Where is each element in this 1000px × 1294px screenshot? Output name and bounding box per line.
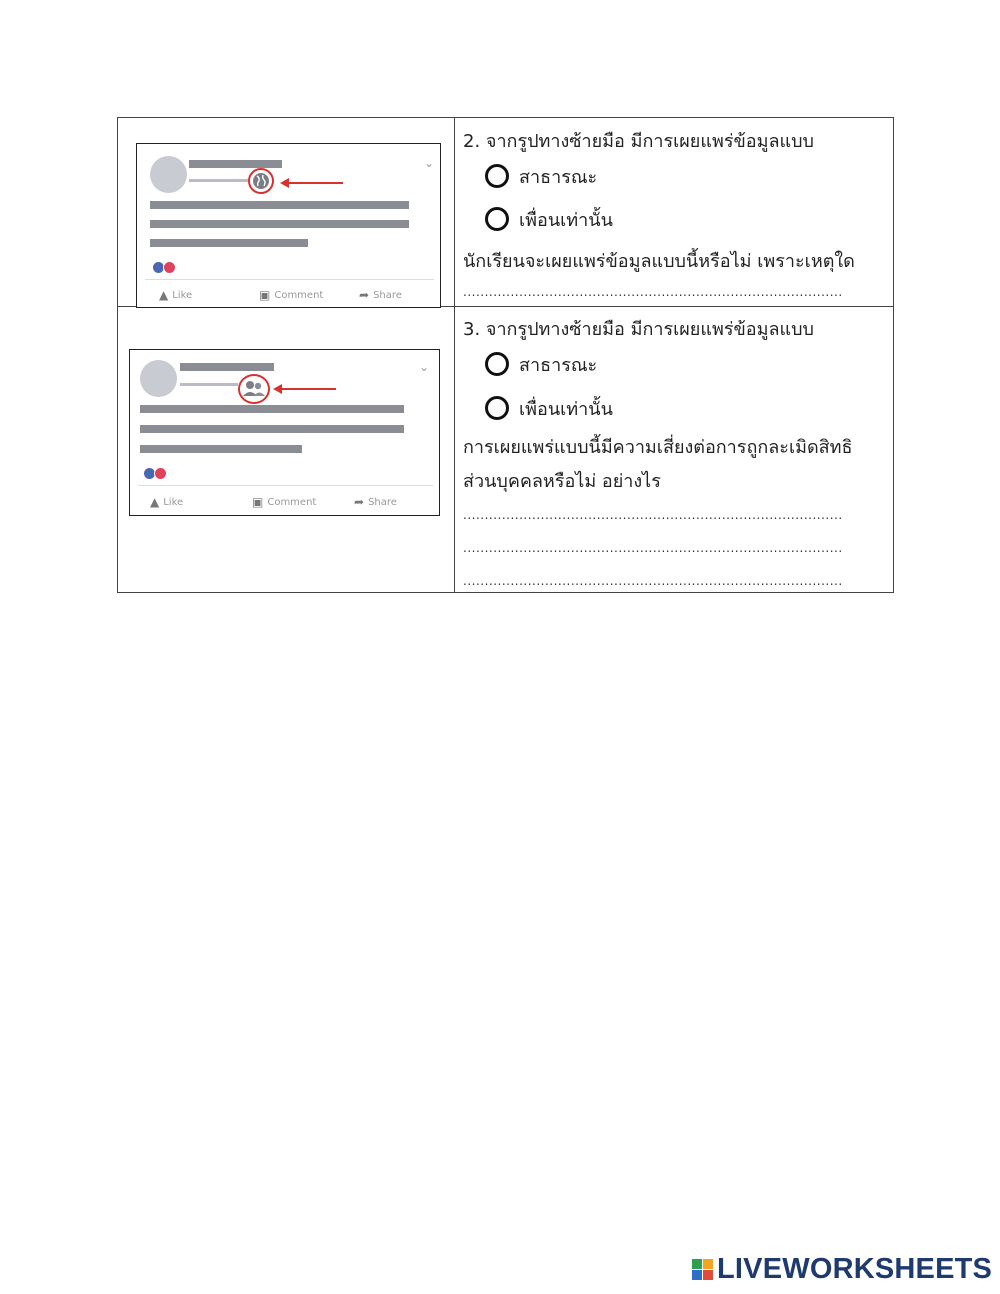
text-placeholder <box>140 445 302 453</box>
chevron-down-icon: ⌄ <box>424 156 435 170</box>
share-label: Share <box>373 289 402 301</box>
comment-action[interactable] <box>259 288 323 302</box>
question-3-title: 3. จากรูปทางซ้ายมือ มีการเผยแพร่ข้อมูลแบบ <box>463 319 814 340</box>
arrow-line <box>280 388 336 390</box>
facebook-post-mock <box>129 349 440 516</box>
option-label: เพื่อนเท่านั้น <box>519 209 613 231</box>
share-icon: ➦ <box>359 288 370 302</box>
question-2-prompt: นักเรียนจะเผยแพร่ข้อมูลแบบนี้หรือไม่ เพราะเหตุใด <box>463 251 855 272</box>
share-action[interactable] <box>354 495 397 509</box>
answer-line[interactable]: ........................................................................................ <box>463 285 843 299</box>
answer-line[interactable]: ........................................................................................ <box>463 508 843 522</box>
comment-icon: ▣ <box>259 288 271 302</box>
share-icon: ➦ <box>354 495 365 509</box>
text-placeholder <box>150 220 409 228</box>
friends-icon <box>240 376 268 402</box>
reactions <box>152 261 176 274</box>
question-2-title: 2. จากรูปทางซ้ายมือ มีการเผยแพร่ข้อมูลแบบ <box>463 131 814 152</box>
comment-action[interactable] <box>252 495 316 509</box>
privacy-icon-highlight <box>238 374 270 404</box>
radio-circle[interactable] <box>485 352 509 376</box>
option-label: เพื่อนเท่านั้น <box>519 398 613 420</box>
question-3-text-cell <box>455 306 893 592</box>
radio-circle[interactable] <box>485 396 509 420</box>
name-placeholder <box>180 363 274 371</box>
option-public[interactable] <box>485 350 597 378</box>
thumbs-up-icon: ▲ <box>150 495 160 509</box>
question-row-3 <box>118 306 893 592</box>
name-placeholder <box>189 160 282 168</box>
like-label: Like <box>163 496 184 508</box>
worksheet-table <box>117 117 894 593</box>
question-2-image-cell <box>118 118 455 306</box>
privacy-icon-highlight <box>248 168 274 194</box>
option-friends-only[interactable] <box>485 394 613 422</box>
like-label: Like <box>172 289 193 301</box>
question-3-prompt-line-2: ส่วนบุคคลหรือไม่ อย่างไร <box>463 471 661 492</box>
share-action[interactable] <box>359 288 402 302</box>
option-label: สาธารณะ <box>519 354 598 376</box>
answer-line[interactable]: ........................................................................................ <box>463 541 843 555</box>
liveworksheets-logo <box>692 1253 992 1286</box>
text-placeholder <box>150 201 409 209</box>
reactions <box>143 467 167 480</box>
option-public[interactable] <box>485 162 597 190</box>
comment-icon: ▣ <box>252 495 264 509</box>
like-action[interactable] <box>150 495 183 509</box>
avatar <box>140 360 177 397</box>
divider <box>145 279 434 280</box>
question-3-image-cell <box>118 306 455 592</box>
text-placeholder <box>140 425 404 433</box>
thumbs-up-icon: ▲ <box>159 288 169 302</box>
facebook-post-mock <box>136 143 441 308</box>
text-placeholder <box>140 405 404 413</box>
arrow-line <box>287 182 343 184</box>
logo-text: LIVEWORKSHEETS <box>717 1253 993 1285</box>
radio-circle[interactable] <box>485 164 509 188</box>
answer-line[interactable]: ........................................................................................ <box>463 574 843 588</box>
love-reaction-icon <box>154 467 167 480</box>
comment-label: Comment <box>274 289 324 301</box>
option-friends-only[interactable] <box>485 205 613 233</box>
question-row-2 <box>118 118 893 307</box>
question-2-text-cell <box>455 118 893 306</box>
chevron-down-icon: ⌄ <box>419 360 430 374</box>
date-placeholder <box>189 179 249 182</box>
question-3-prompt-line-1: การเผยแพร่แบบนี้มีความเสี่ยงต่อการถูกละเมิดสิทธิ <box>463 437 853 458</box>
text-placeholder <box>150 239 308 247</box>
logo-mark-icon <box>692 1259 713 1280</box>
comment-label: Comment <box>267 496 317 508</box>
option-label: สาธารณะ <box>519 166 598 188</box>
date-placeholder <box>180 383 238 386</box>
divider <box>138 485 433 486</box>
globe-icon <box>250 170 272 192</box>
like-action[interactable] <box>159 288 192 302</box>
radio-circle[interactable] <box>485 207 509 231</box>
avatar <box>150 156 187 193</box>
share-label: Share <box>368 496 397 508</box>
love-reaction-icon <box>163 261 176 274</box>
